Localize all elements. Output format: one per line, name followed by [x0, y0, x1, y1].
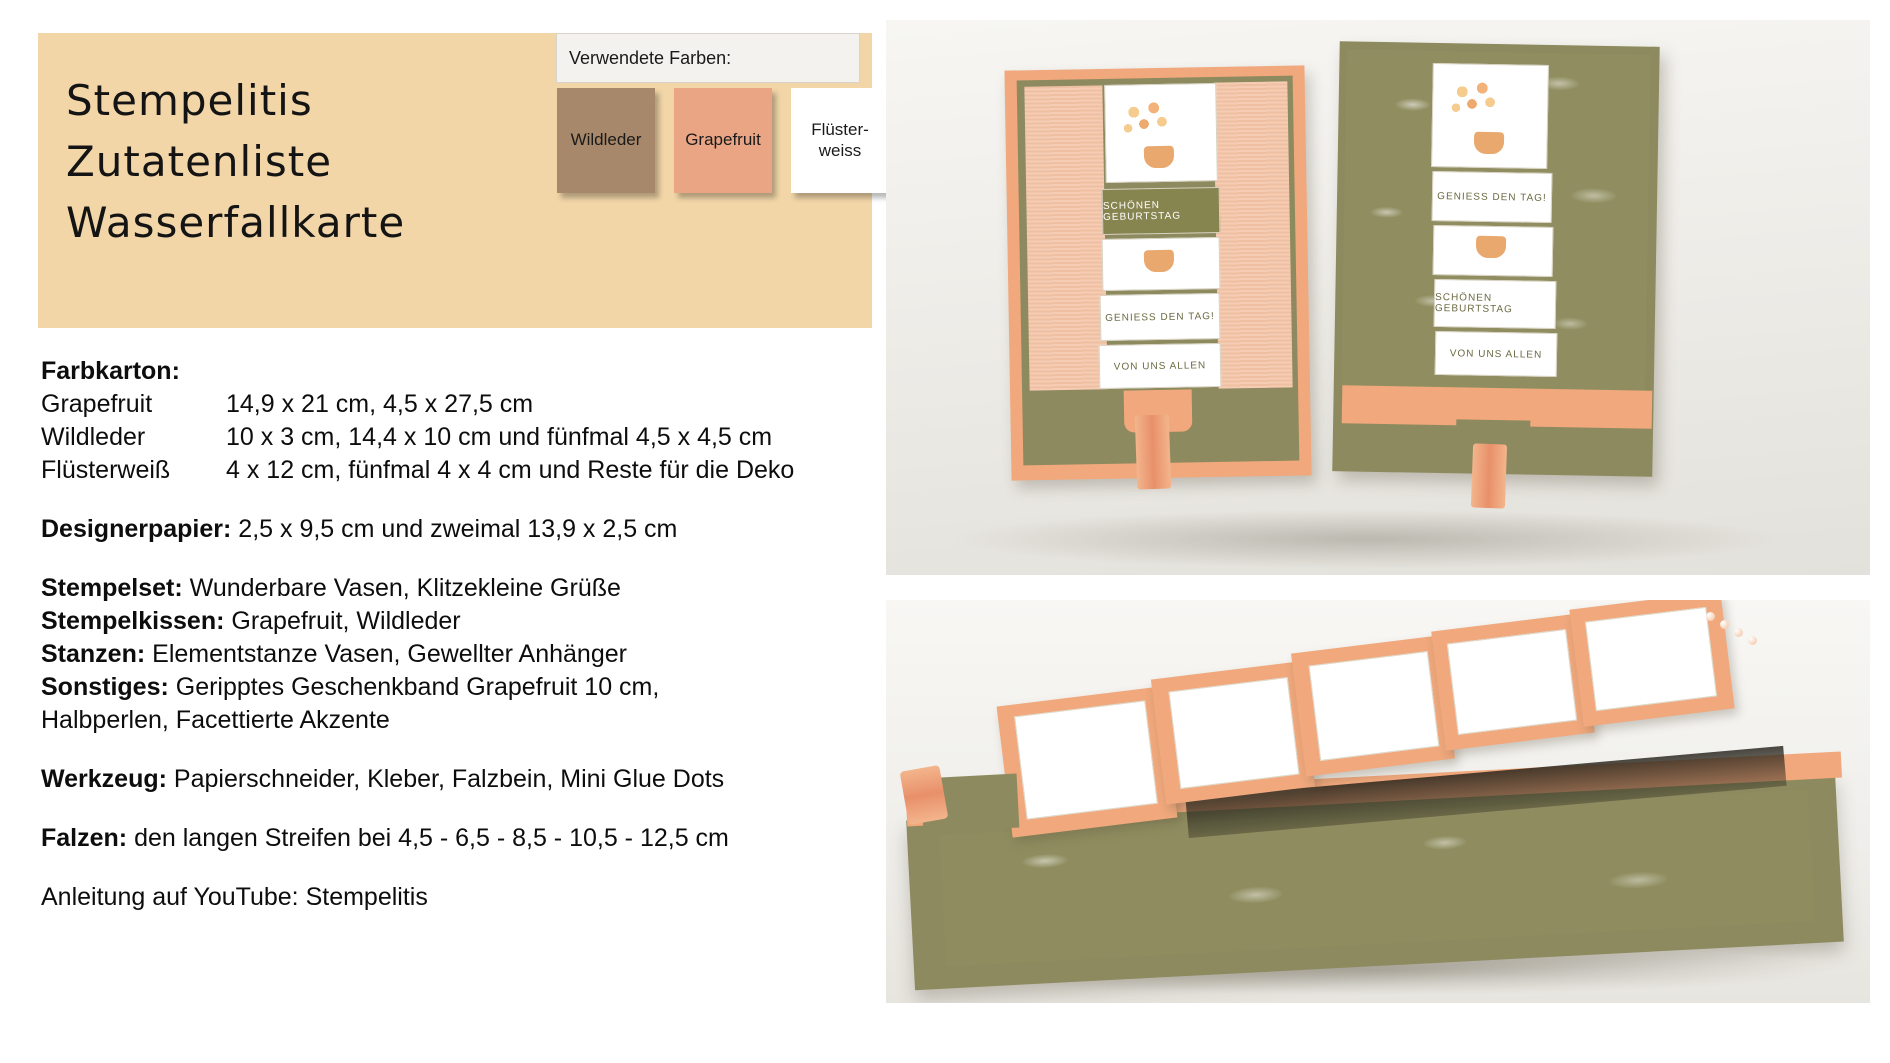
- vase-icon: [1144, 250, 1174, 273]
- farbkarton-row-value: 10 x 3 cm, 14,4 x 10 cm und fünfmal 4,5 x 4,5 cm: [226, 423, 773, 451]
- color-swatch-fluesterweiss: [791, 88, 889, 193]
- pearl-icon: [1720, 620, 1729, 629]
- section-designerpapier: [41, 513, 871, 546]
- flower-icon: [1120, 100, 1175, 151]
- anleitung-text: Anleitung auf YouTube: Stempelitis: [41, 883, 428, 911]
- section-anleitung: [41, 881, 871, 914]
- waterfall-card-1: [1014, 700, 1158, 819]
- sonstiges-label: Sonstiges:: [41, 673, 169, 701]
- card-a-greeting-strip-2: GENIESS DEN TAG!: [1100, 293, 1221, 341]
- color-swatch-panel: [518, 33, 869, 216]
- ingredient-list-panel: [0, 0, 880, 1063]
- material-row: [41, 671, 871, 704]
- card-b-greeting-strip-3: VON UNS ALLEN: [1435, 331, 1558, 377]
- stanzen-value: Elementstanze Vasen, Gewellter Anhänger: [152, 640, 627, 668]
- stempelset-value: Wunderbare Vasen, Klitzekleine Grüße: [189, 574, 621, 602]
- werkzeug-row: [41, 763, 871, 796]
- werkzeug-value: Papierschneider, Kleber, Falzbein, Mini Glue Dots: [173, 765, 725, 793]
- material-row: [41, 638, 871, 671]
- color-swatch-grapefruit-label: Grapefruit: [685, 130, 761, 150]
- card-a-linen-left: [1024, 85, 1107, 390]
- card-b-ribbon: [1471, 443, 1507, 508]
- color-swatch-fluesterweiss-label-line1: Flüster-: [811, 120, 869, 140]
- card-b-greeting-strip-2: SCHÖNEN GEBURTSTAG: [1434, 279, 1557, 329]
- designerpapier-label: Designerpapier:: [41, 515, 232, 543]
- title-line-1: Stempelitis: [66, 76, 313, 125]
- color-swatch-grapefruit: [674, 88, 772, 193]
- title-line-3: Wasserfallkarte: [66, 197, 406, 247]
- farbkarton-row-name: Grapefruit: [41, 390, 153, 418]
- photo-shadow: [946, 509, 1786, 569]
- waterfall-card-3: [1309, 651, 1440, 761]
- card-a-greeting-strip-3: VON UNS ALLEN: [1099, 343, 1222, 389]
- waterfall-card-4: [1447, 629, 1577, 735]
- card-a-greeting-strip-1: SCHÖNEN GEBURTSTAG: [1102, 187, 1221, 235]
- pearl-icon: [1706, 612, 1715, 621]
- farbkarton-row: [41, 454, 871, 487]
- sonstiges-value: Geripptes Geschenkband Grapefruit 10 cm,: [175, 673, 660, 701]
- farbkarton-row: [41, 421, 871, 454]
- material-row: [41, 572, 871, 605]
- color-swatch-fluesterweiss-label: [811, 120, 869, 161]
- flower-icon: [1448, 80, 1503, 131]
- stempelkissen-value: Grapefruit, Wildleder: [231, 607, 461, 635]
- vase-icon: [1144, 146, 1174, 169]
- designerpapier-value: 2,5 x 9,5 cm und zweimal 13,9 x 2,5 cm: [238, 515, 678, 543]
- vase-icon: [1476, 236, 1506, 259]
- card-b-greeting-strip-1: GENIESS DEN TAG!: [1432, 171, 1553, 223]
- color-swatch-fluesterweiss-label-line2: weiss: [818, 140, 862, 160]
- falzen-value: den langen Streifen bei 4,5 - 6,5 - 8,5 - 10,5 - 12,5 cm: [134, 824, 729, 852]
- farbkarton-row-name: Flüsterweiß: [41, 456, 171, 484]
- title-line-2: Zutatenliste: [66, 136, 333, 186]
- vase-icon: [1474, 132, 1504, 155]
- material-row: [41, 605, 871, 638]
- photo-open-card: [886, 600, 1870, 1003]
- farbkarton-row-value: 14,9 x 21 cm, 4,5 x 27,5 cm: [226, 390, 534, 418]
- section-materialien: [41, 572, 871, 737]
- falzen-label: Falzen:: [41, 824, 128, 852]
- pearl-icon: [1748, 636, 1757, 645]
- color-swatch-wildleder-label: Wildleder: [570, 130, 642, 150]
- waterfall-card-5: [1585, 607, 1717, 711]
- ingredients-body: [41, 355, 871, 914]
- color-panel-header: Verwendete Farben:: [556, 33, 860, 83]
- stempelset-label: Stempelset:: [41, 574, 183, 602]
- card-a-ribbon: [1135, 414, 1172, 489]
- page-title: [66, 71, 405, 254]
- section-falzen: [41, 822, 871, 855]
- stempelkissen-label: Stempelkissen:: [41, 607, 225, 635]
- card-a-linen-right: [1213, 81, 1292, 388]
- designerpapier-row: [41, 513, 871, 546]
- color-swatch-wildleder: [557, 88, 655, 193]
- falzen-row: [41, 822, 871, 855]
- title-banner: [38, 33, 872, 328]
- farbkarton-row-value: 4 x 12 cm, fünfmal 4 x 4 cm und Reste für die Deko: [226, 456, 795, 484]
- werkzeug-label: Werkzeug:: [41, 765, 167, 793]
- section-farbkarton: [41, 355, 871, 487]
- section-werkzeug: [41, 763, 871, 796]
- sonstiges-continued: Halbperlen, Facettierte Akzente: [41, 706, 390, 734]
- photo-finished-cards: [886, 20, 1870, 575]
- farbkarton-heading: Farbkarton:: [41, 357, 180, 385]
- waterfall-card-2: [1168, 677, 1299, 789]
- farbkarton-row: [41, 388, 871, 421]
- stanzen-label: Stanzen:: [41, 640, 146, 668]
- pearl-icon: [1734, 628, 1743, 637]
- farbkarton-row-name: Wildleder: [41, 423, 146, 451]
